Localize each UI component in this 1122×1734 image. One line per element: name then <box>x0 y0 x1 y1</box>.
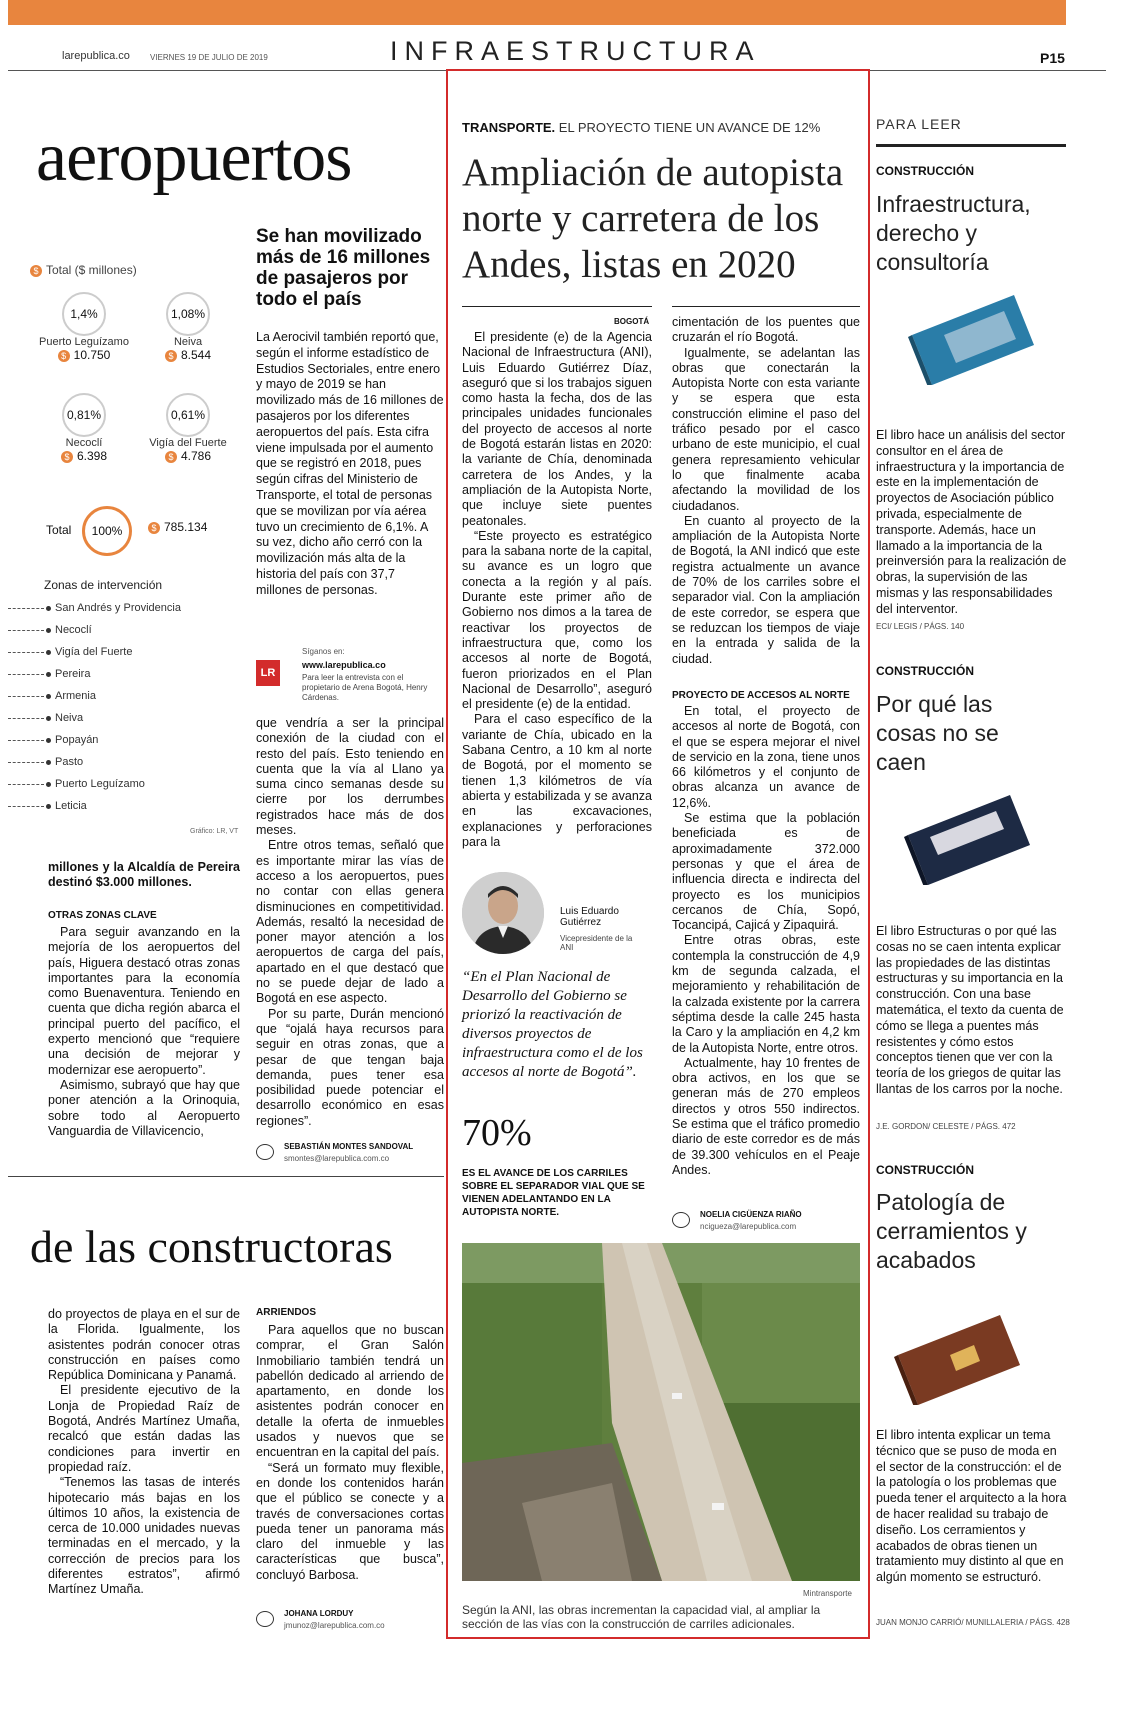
follow-desc: Para leer la entrevista con el propietario de Arena Bogotá, Henry Cárdenas. <box>302 673 428 702</box>
book-credit: J.E. GORDON/ CELESTE / PÁGS. 472 <box>876 1122 1016 1131</box>
bottom-headline: de las constructoras <box>30 1221 393 1272</box>
zone-item: Pasto <box>8 756 83 768</box>
author-email[interactable]: smontes@larepublica.com.co <box>284 1154 390 1163</box>
zone-item: Necoclí <box>8 624 92 636</box>
total-circle: 100% <box>82 506 132 556</box>
gauge-name: Vigía del Fuerte <box>149 437 227 449</box>
graphic-credit: Gráfico: LR, VT <box>190 828 239 835</box>
percent-circle: 1,08% <box>166 292 210 336</box>
sidebar-title: PARA LEER <box>876 116 962 132</box>
book-description: El libro intenta explicar un tema técnico que se puso de moda en el sector de la construcción: el de la patología o los problemas que pueda tener el arquitecto a la hora de hacer realidad su trabajo de diseño. Los cerramientos y acabados de obras tienen un tratamiento muy distinto al que en algún momento se estructuró. <box>876 1428 1067 1585</box>
photo-caption: Según la ANI, las obras incrementan la capacidad vial, al ampliar la sección de las vías con la construcción de carriles adicionales. <box>462 1603 821 1631</box>
article-subkicker: PROYECTO DE ACCESOS AL NORTE <box>672 690 850 701</box>
gauge-item: 0,81% Necoclí $ 6.398 <box>34 393 134 463</box>
gauge-item: 1,08% Neiva $ 8.544 <box>138 292 238 362</box>
left-subhead: Se han movilizado más de 16 millones de pasajeros por todo el país <box>256 226 431 310</box>
percent-circle: 0,61% <box>166 393 210 437</box>
section-divider <box>8 1176 444 1177</box>
arriendos-kicker: ARRIENDOS <box>256 1307 317 1318</box>
left-col2-intro: La Aerocivil también reportó que, según el informe estadístico de Estudios Sectoriales, entre enero y mayo de 2019 se han movilizado más de 16 millones de pasajeros por los diferentes aeropuertos del país. Esta cifra viene impulsada por el aumento que se registró en 2018, pues según cifras del Ministerio de Transporte, el total de personas que se movilizan por vía aérea tuvo un crecimiento de 6,1%. A su vez, dicho año cerró con la movilización más alta de la historia del país con 37,7 millones de personas. <box>256 330 444 597</box>
article-col2: cimentación de los puentes que cruzarán el río Bogotá. Igualmente, se adelantan las obras que conectarán la Autopista Norte con esta variante y se espera que esta construcción elimine el paso del tráfico pesado por el casco urbano de este municipio, el cual genera represamiento vehicular lo que finalmente acaba afectando la movilidad de los ciudadanos. En cuanto al proyecto de la ampliación de la Autopista Norte de Bogotá, la ANI indicó que este registra actualmente un avance de 70% de los carriles sobre el separador vial. Con la ampliación de este corredor, se espera que se reduzcan los tiempos de viaje en la entrada y salida de la ciudad. <box>672 315 860 666</box>
left-col1-continuation: millones y la Alcaldía de Pereira destinó $3.000 millones. <box>48 860 240 890</box>
photo-credit: Mintransporte <box>803 1589 852 1598</box>
book-description: El libro Estructuras o por qué las cosas no se caen intenta explicar las propiedades de las distintas estructuras y su importancia en la construcción. Con una base matemática, el texto da cuenta de cómo se llega a puentes más resistentes y cómo estos conceptos tienen que ver con la teoría de los griegos de quitar las llantas de los carros por la noche. <box>876 924 1064 1096</box>
aerial-road-photo <box>462 1243 860 1581</box>
author-name: SEBASTIÁN MONTES SANDOVAL <box>284 1142 414 1151</box>
zone-item: Popayán <box>8 734 98 746</box>
coin-icon: $ <box>58 350 70 362</box>
follow-label: Síganos en: <box>302 647 345 656</box>
portrait-role: Vicepresidente de la ANI <box>560 934 633 952</box>
book-credit: ECI/ LEGIS / PÁGS. 140 <box>876 622 965 631</box>
total-label: Total <box>46 523 72 537</box>
bottom-col2: Para aquellos que no buscan comprar, el Gran Salón Inmobiliario también tendrá un pabellón dedicado al arriendo de apartamento, en donde los asistentes podrán conocer en detalle la oferta de inmuebles usados y nuevos que se encuentran en la capital del país. “Será un formato muy flexible, en donde los contenidos harán que el público se conecte y a través de conversaciones cortas pueda tener un panorama más claro del inmueble y las características que busca”, concluyó Barbosa. <box>256 1323 444 1582</box>
portrait-photo <box>462 872 544 954</box>
zone-item: Armenia <box>8 690 96 702</box>
chat-icon <box>256 1611 274 1627</box>
sidebar-rule <box>876 144 1066 147</box>
gauge-item: 0,61% Vigía del Fuerte $ 4.786 <box>138 393 238 463</box>
zone-item: Neiva <box>8 712 83 724</box>
zone-item: Vigía del Fuerte <box>8 646 132 658</box>
bottom-col1: do proyectos de playa en el sur de la Florida. Igualmente, los asistentes podrán conocer otras construcción en países como República Dominicana y Panamá. El presidente ejecutivo de la Lonja de Propiedad Raíz de Bogotá, Andrés Martínez Umaña, recalcó que están dadas las condiciones para invertir en propiedad raíz. “Tenemos las tasas de interés hipotecario más bajas en los últimos 10 años, la existencia de cerca de 10.000 unidades nuevas terminadas en el mercado, y la corrección de precios para los diferentes estratos”, afirmó Martínez Umaña. <box>48 1307 240 1597</box>
article-title: Ampliación de autopista norte y carretera de los Andes, listas en 2020 <box>462 151 844 286</box>
book-title: Infraestructura, derecho y consultoría <box>876 191 1031 275</box>
book-kicker: CONSTRUCCIÓN <box>876 1163 974 1177</box>
portrait-name: Luis Eduardo Gutiérrez <box>560 906 619 928</box>
infographic-title: $ Total ($ millones) <box>30 263 137 277</box>
book-description: El libro hace un análisis del sector consultor en el área de infraestructura y la importancia de este en la implementación de proyectos de Asociación público privada, especialmente de transporte. Además, hace un llamado a la importancia de la preinversión para la realización de obras, la supervisión de las mismas y las responsabilidades del interventor. <box>876 428 1067 616</box>
zone-item: Puerto Leguízamo <box>8 778 145 790</box>
book-title: Por qué las cosas no se caen <box>876 691 999 775</box>
page-number: P15 <box>1040 50 1065 66</box>
book-kicker: CONSTRUCCIÓN <box>876 164 974 178</box>
stat-description: ES EL AVANCE DE LOS CARRILES SOBRE EL SEPARADOR VIAL QUE SE VIENEN ADELANTANDO EN LA AUTOPISTA NORTE. <box>462 1168 645 1218</box>
article-col2b: En total, el proyecto de accesos al norte de Bogotá, con el que se espera mejorar el nivel de servicio en la zona, tiene unos 66 kilómetros y el conjunto de obras alcanza un avance de 12,6%. Se estima que la población beneficiada es de aproximadamente 372.000 personas y que el área de influencia directa e indirecta del proyecto es los municipios cercanos de Chía, Sopó, Tocancipá, Cajicá y Zipaquirá. Entre otras obras, este contempla la construcción de 4,9 km de segunda calzada, el mejoramiento y rehabilitación de la calzada existente por la carrera séptima desde la calle 245 hasta la Caro y la ampliación en 4,2 km de la Autopista Norte, entre otros. Actualmente, hay 10 frentes de obra activos, en los que se generan más de 270 empleos directos y otros 550 indirectos. Se estima que el tráfico promedio diario de este corredor es de más de 39.300 vehículos en el Peaje Andes. <box>672 704 860 1177</box>
follow-link[interactable]: www.larepublica.co <box>302 660 386 670</box>
left-col1-body: Para seguir avanzando en la mejoría de los aeropuertos del país, Higuera destacó otras zonas importantes para la economía como Buenaventura. Teniendo en cuenta que dicha región abarca el principal puerto del pacífico, el experto mencionó que “requiere una decisión de mejorar y modernizar ese aeropuerto”. Asimismo, subrayó que hay que poner atención a la Orinoquia, sobre todo al Aeropuerto Vanguardia de Villavicencio, <box>48 925 240 1138</box>
coin-icon: $ <box>165 350 177 362</box>
column-rule <box>672 306 860 307</box>
other-zones-kicker: OTRAS ZONAS CLAVE <box>48 910 157 921</box>
site-name[interactable]: larepublica.co <box>62 50 130 62</box>
gauge-name: Puerto Leguízamo <box>39 336 129 348</box>
author-email[interactable]: ncigueza@larepublica.com <box>700 1222 797 1231</box>
top-color-bar <box>8 0 1066 25</box>
column-rule <box>462 306 652 307</box>
coin-icon: $ <box>30 265 42 277</box>
section-title: INFRAESTRUCTURA <box>390 36 761 66</box>
coin-icon: $ <box>148 522 160 534</box>
book-cover <box>904 295 1036 385</box>
zone-item: Pereira <box>8 668 90 680</box>
gauge-item: 1,4% Puerto Leguízamo $ 10.750 <box>34 292 134 362</box>
book-cover <box>890 1315 1022 1405</box>
chat-icon <box>256 1144 274 1160</box>
book-kicker: CONSTRUCCIÓN <box>876 664 974 678</box>
pull-quote: “En el Plan Nacional de Desarrollo del Gobierno se priorizó la reactivación de diversos proyectos de infraestructura como el de los accesos al norte de Bogotá”. <box>462 969 643 1080</box>
coin-icon: $ <box>165 451 177 463</box>
total-value: $ 785.134 <box>148 520 207 534</box>
book-title: Patología de cerramientos y acabados <box>876 1189 1027 1273</box>
book-cover <box>900 795 1032 885</box>
book-credit: JUAN MONJO CARRIÓ/ MUNILLALERIA / PÁGS. 428 <box>876 1618 1070 1627</box>
author-email[interactable]: jmunoz@larepublica.com.co <box>284 1621 385 1630</box>
dateline: BOGOTÁ <box>614 317 650 326</box>
article-kicker: TRANSPORTE. EL PROYECTO TIENE UN AVANCE DE 12% <box>462 120 821 135</box>
article-col1: El presidente (e) de la Agencia Nacional de Infraestructura (ANI), Luis Eduardo Gutiérrez Díaz, aseguró que si los trabajos siguen como hasta la fecha, dos de las principales unidades funcionales del proyecto de accesos al norte de Bogotá estarán listas en 2020: la variante de Chía, denominada carretera de los Andes, y la ampliación de la Autopista Norte, que incluye siete puentes peatonales. “Este proyecto es estratégico para la sabana norte de la capital, su avance es un logro que conecta a la región y al país. Durante este primer año de Gobierno nos dimos a la tarea de reactivar los proyectos de infraestructura que, como los accesos al norte de Bogotá, fueron priorizados en el Plan Nacional de Desarrollo”, aseguró el presidente (e) de la entidad. Para el caso específico de la variante de Chía, ubicado en la Sabana Centro, a 10 km al norte de Bogotá, por el momento se tienen 1,3 kilómetros de vía abierta y estabilizada y se avanza en las excavaciones, explanaciones y perforaciones para la <box>462 330 652 849</box>
left-col2-body: que vendría a ser la principal conexión de la ciudad con el resto del país. Esto teniendo en cuenta que la vía al Llano ya suma cinco semanas desde su cierre por los derrumbes registrados hace más de dos meses. Entre otros temas, señaló que es importante mirar las vías de acceso a los aeropuertos, pues no contar con ellas genera disminuciones en competitividad. Además, resaltó la necesidad de poner mayor atención a los aeropuertos de carga del país, apartado en el que destacó que no se puede dejar de lado a Bogotá en ese aspecto. Por su parte, Durán mencionó que “ojalá haya recursos para seguir en otras zonas, que a pesar de que tengan baja demanda, pues tener esa posibilidad puede potenciar el desarrollo económico en esas regiones”. <box>256 716 444 1128</box>
gauge-name: Neiva <box>173 336 203 348</box>
zone-item: Leticia <box>8 800 87 812</box>
coin-icon: $ <box>61 451 73 463</box>
issue-date: VIERNES 19 DE JULIO DE 2019 <box>150 53 268 62</box>
author-name: NOELIA CIGÜENZA RIAÑO <box>700 1210 802 1219</box>
left-headline: aeropuertos <box>36 119 352 196</box>
author-name: JOHANA LORDUY <box>284 1609 354 1618</box>
zone-item: San Andrés y Providencia <box>8 602 181 614</box>
zones-title: Zonas de intervención <box>44 578 163 592</box>
chat-icon <box>672 1212 690 1228</box>
lr-logo-badge: LR <box>256 660 280 686</box>
stat-value: 70% <box>462 1112 532 1154</box>
percent-circle: 1,4% <box>62 292 106 336</box>
percent-circle: 0,81% <box>62 393 106 437</box>
gauge-name: Necoclí <box>65 437 103 449</box>
